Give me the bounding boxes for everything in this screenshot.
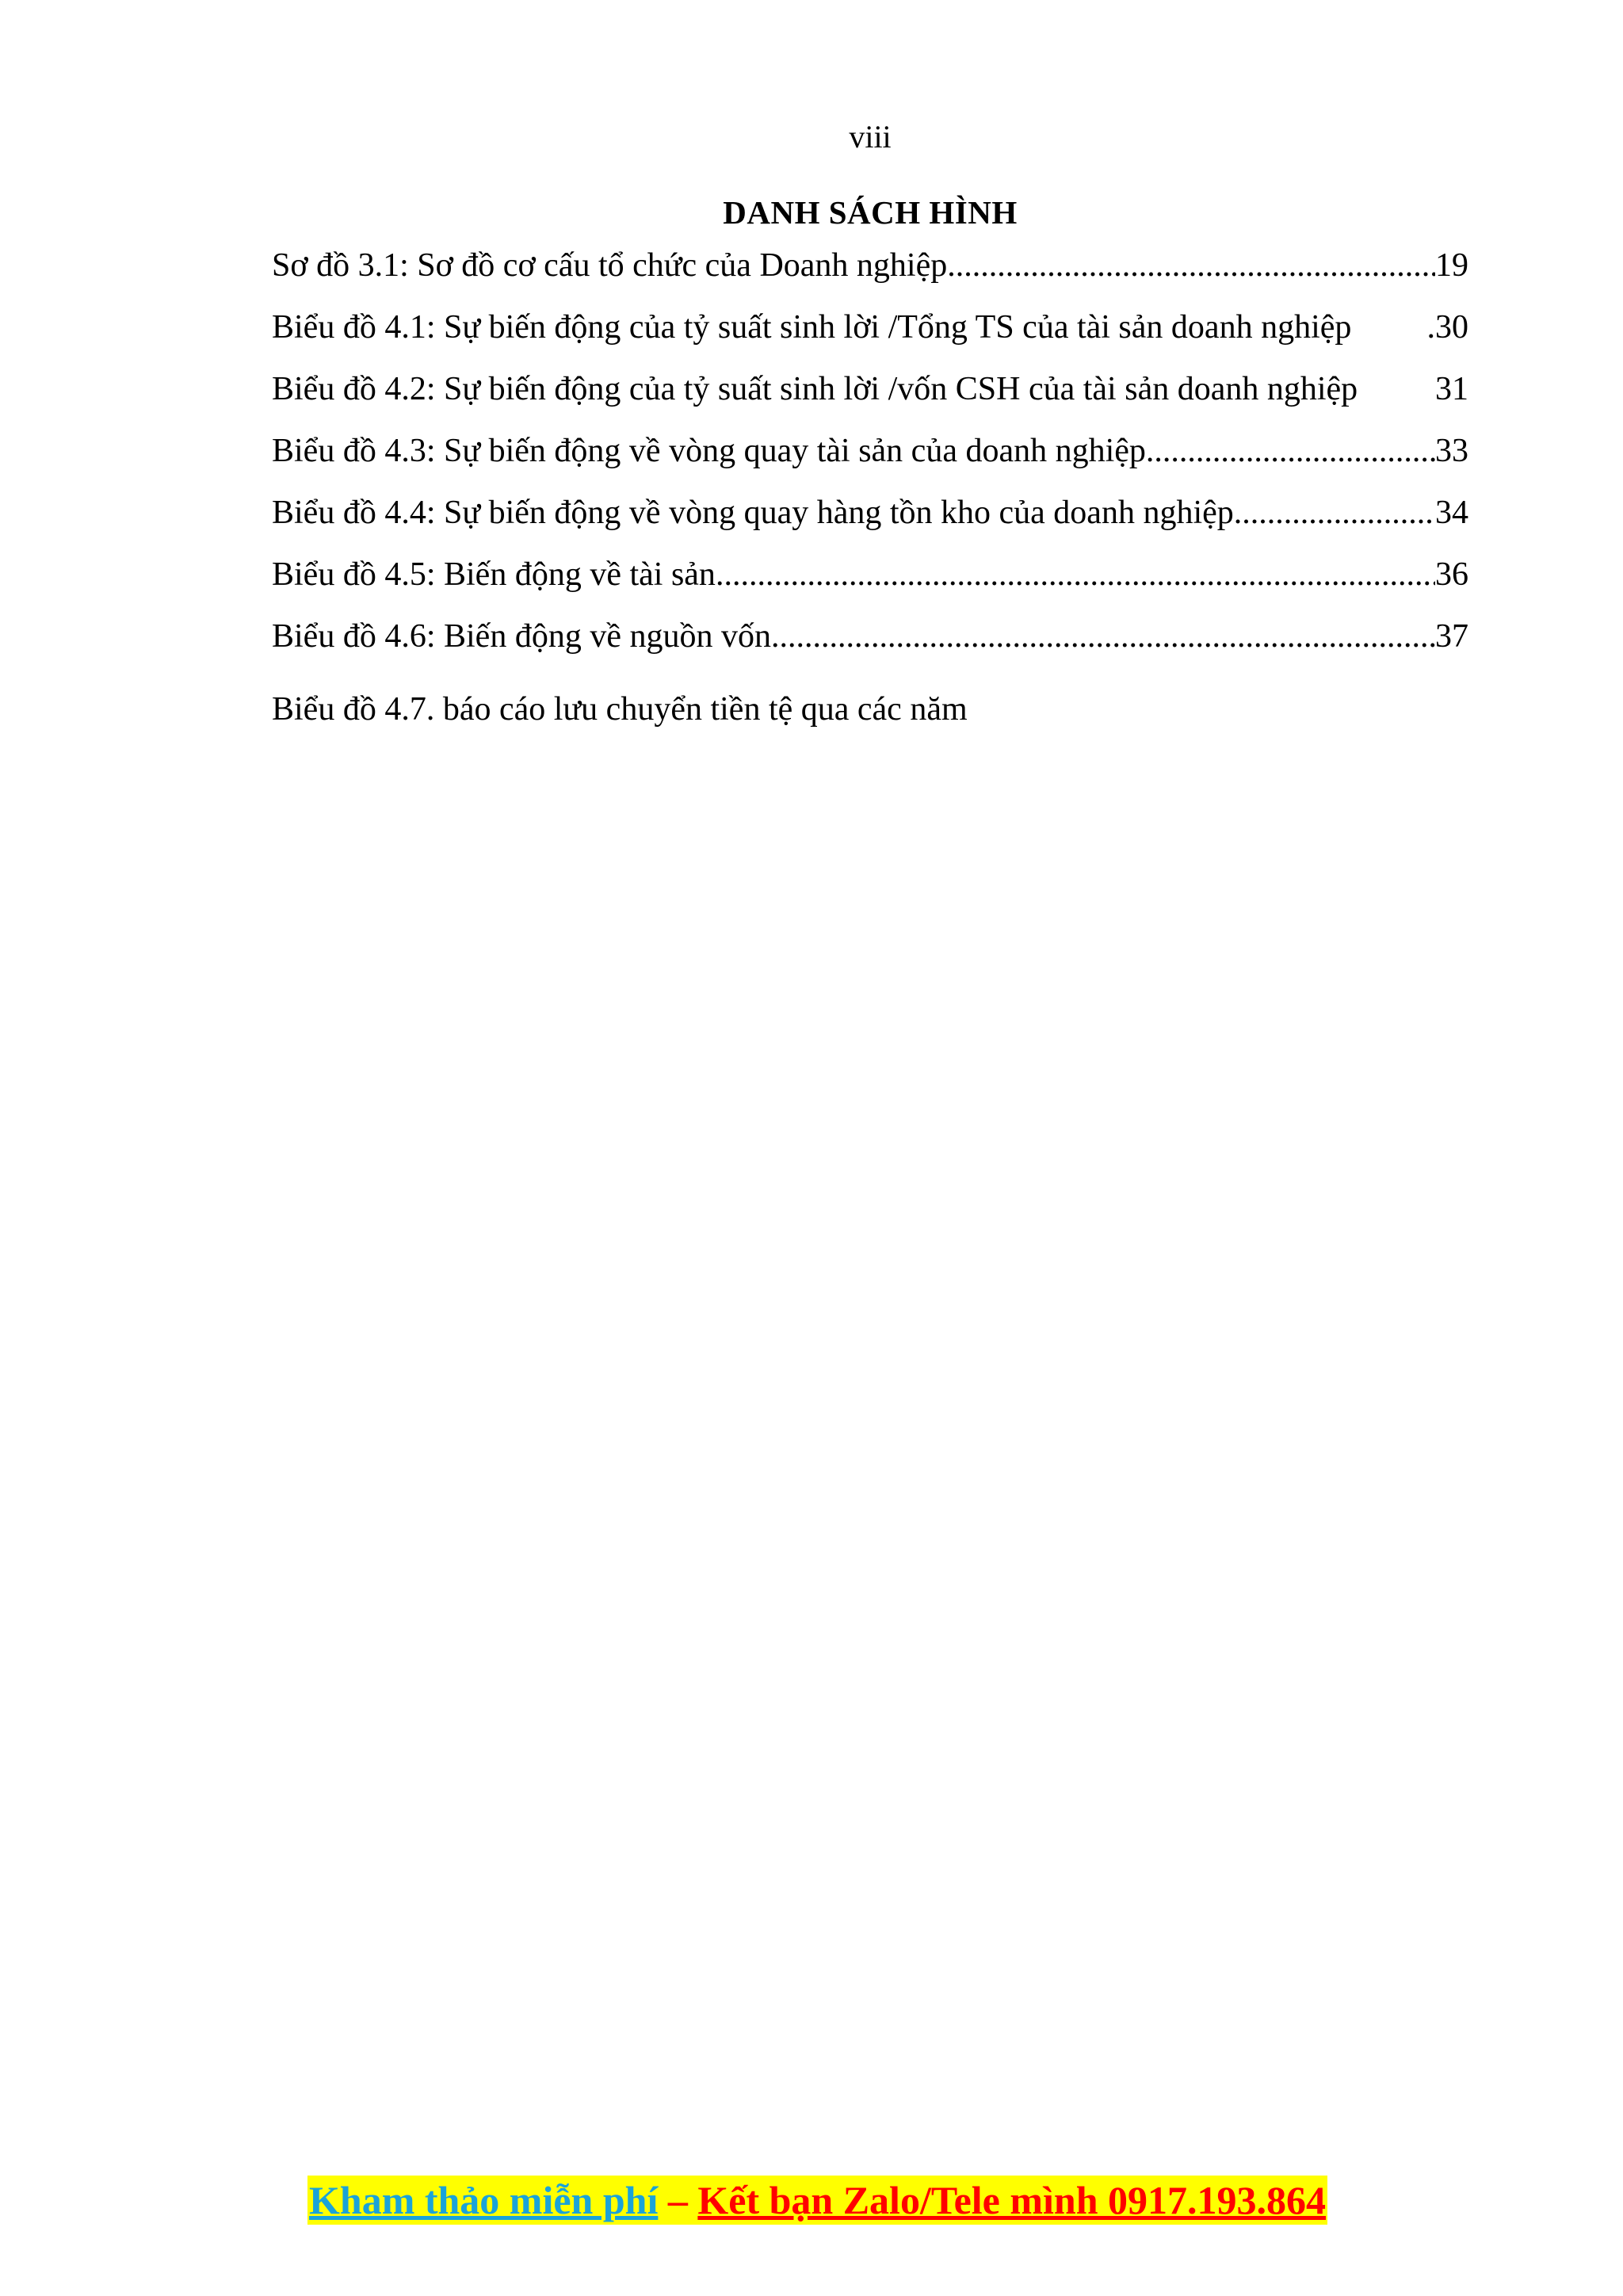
toc-entry-page: 34: [1435, 495, 1468, 531]
toc-entry-label: Biểu đồ 4.5: Biến động về tài sản: [272, 556, 716, 593]
toc-entry-label: Biểu đồ 4.6: Biến động về nguồn vốn: [272, 618, 771, 655]
toc-entry[interactable]: [272, 686, 1468, 748]
toc-entry[interactable]: [272, 613, 1468, 675]
toc-entry[interactable]: [272, 428, 1468, 490]
toc-entry-label: Biểu đồ 4.2: Sự biến động của tỷ suất sinh lời /vốn CSH của tài sản doanh nghiệp: [272, 371, 1358, 407]
toc-leader-dots: [947, 243, 1435, 288]
toc-entry[interactable]: [272, 552, 1468, 613]
toc-leader-dots: [716, 552, 1435, 598]
page-number: viii: [849, 119, 892, 155]
toc-entry-page: 36: [1435, 556, 1468, 593]
toc-entry[interactable]: [272, 490, 1468, 552]
toc-entry-label: Sơ đồ 3.1: Sơ đồ cơ cấu tổ chức của Doanh nghiệp: [272, 247, 948, 284]
toc-entry-page: .30: [1426, 309, 1468, 346]
toc-leader-dots: [771, 613, 1435, 659]
toc-entry[interactable]: [272, 243, 1468, 304]
toc-entry-page: 37: [1435, 618, 1468, 655]
toc-leader-dots: [1234, 490, 1435, 536]
promo-banner: [307, 2176, 1327, 2225]
promo-contact-link[interactable]: Kết bạn Zalo/Tele mình 0917.193.864: [697, 2178, 1327, 2222]
toc-entry-label: Biểu đồ 4.7. báo cáo lưu chuyển tiền tệ qua các năm: [272, 691, 968, 728]
toc-entry-label: Biểu đồ 4.3: Sự biến động về vòng quay tài sản của doanh nghiệp: [272, 433, 1146, 469]
toc-entry-page: 33: [1435, 433, 1468, 469]
toc-entry-page: 31: [1435, 371, 1468, 407]
figure-list: [272, 243, 1468, 748]
toc-entry[interactable]: [272, 366, 1468, 428]
toc-entry-label: Biểu đồ 4.1: Sự biến động của tỷ suất sinh lời /Tổng TS của tài sản doanh nghiệp: [272, 309, 1352, 346]
list-title: DANH SÁCH HÌNH: [723, 194, 1018, 231]
promo-free-link[interactable]: Kham thảo miễn phí: [309, 2178, 659, 2222]
toc-entry-page: 19: [1435, 247, 1468, 284]
promo-separator: –: [658, 2178, 698, 2222]
toc-entry-label: Biểu đồ 4.4: Sự biến động về vòng quay hàng tồn kho của doanh nghiệp: [272, 495, 1234, 531]
toc-entry[interactable]: [272, 304, 1468, 366]
toc-leader-dots: [1146, 428, 1435, 474]
